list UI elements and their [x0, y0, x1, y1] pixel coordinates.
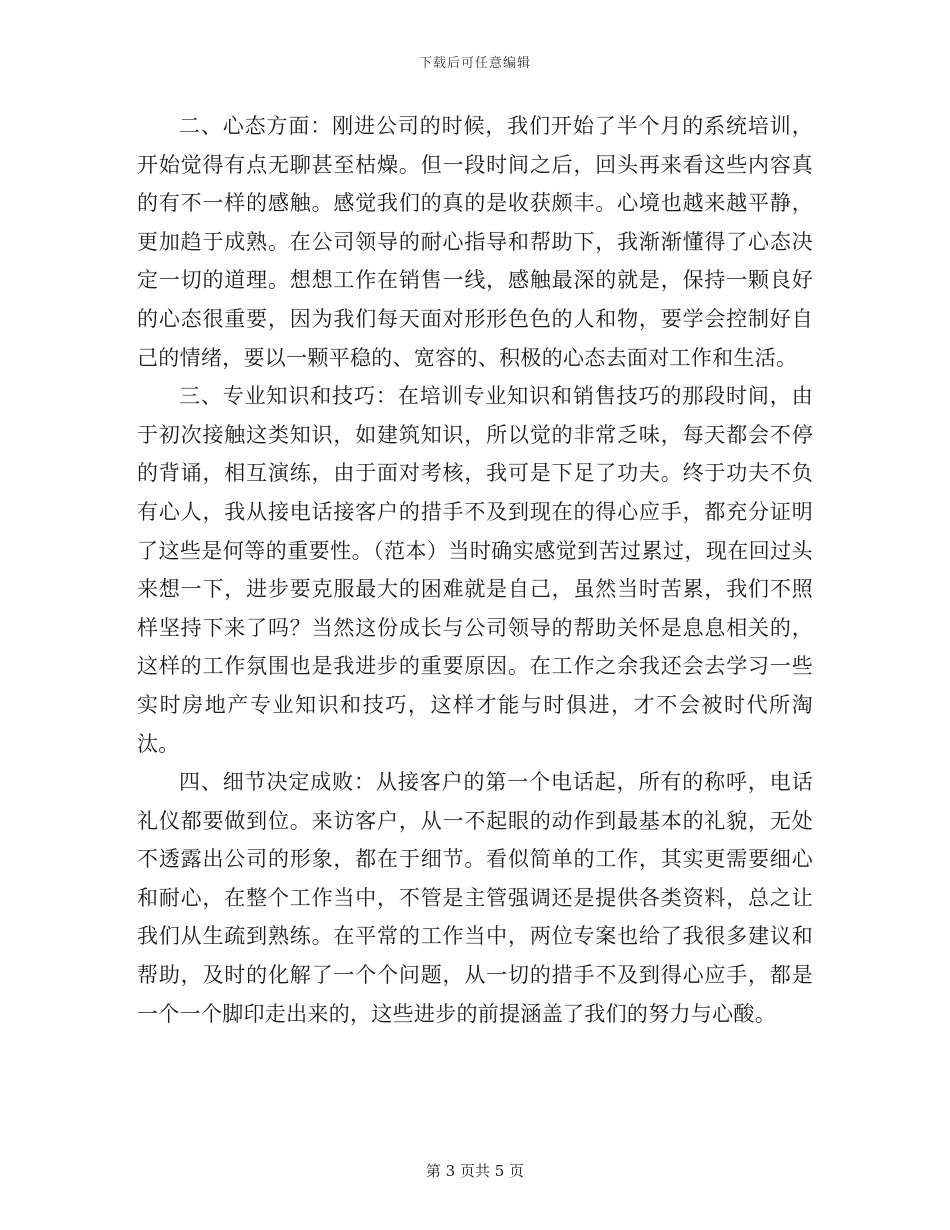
paragraph-details: 四、细节决定成败：从接客户的第一个电话起，所有的称呼，电话礼仪都要做到位。来访客户，从一不起眼的动作到最基本的礼貌，无处不透露出公司的形象，都在于细节。看似简单的工作，其实更需要细心和耐心，在整个工作当中，不管是主管强调还是提供各类资料，总之让我们从生疏到熟练。在平常的工作当中，两位专案也给了我很多建议和帮助，及时的化解了一个个问题，从一切的措手不及到得心应手，都是一个一个脚印走出来的，这些进步的前提涵盖了我们的努力与心酸。 — [137, 770, 813, 1026]
paragraph-mindset: 二、心态方面：刚进公司的时候，我们开始了半个月的系统培训，开始觉得有点无聊甚至枯燥。但一段时间之后，回头再来看这些内容真的有不一样的感触。感觉我们的真的是收获颇丰。心境也越来越平静，更加趋于成熟。在公司领导的耐心指导和帮助下，我渐渐懂得了心态决定一切的道理。想想工作在销售一线，感触最深的就是，保持一颗良好的心态很重要，因为我们每天面对形形色色的人和物，要学会控制好自己的情绪，要以一颗平稳的、宽容的、积极的心态去面对工作和生活。 — [137, 114, 813, 370]
paragraph-professional-skills: 三、专业知识和技巧：在培训专业知识和销售技巧的那段时间，由于初次接触这类知识，如建筑知识，所以觉的非常乏味，每天都会不停的背诵，相互演练，由于面对考核，我可是下足了功夫。终于功夫不负有心人，我从接电话接客户的措手不及到现在的得心应手，都充分证明了这些是何等的重要性。（范本）当时确实感觉到苦过累过，现在回过头来想一下，进步要克服最大的困难就是自己，虽然当时苦累，我们不照样坚持下来了吗？当然这份成长与公司领导的帮助关怀是息息相关的，这样的工作氛围也是我进步的重要原因。在工作之余我还会去学习一些实时房地产专业知识和技巧，这样才能与时俱进，才不会被时代所淘汰。 — [137, 384, 813, 756]
document-body — [137, 107, 813, 1033]
page-header: 下载后可任意编辑 — [418, 56, 531, 71]
page-number-footer: 第 3 页共 5 页 — [425, 1162, 525, 1180]
